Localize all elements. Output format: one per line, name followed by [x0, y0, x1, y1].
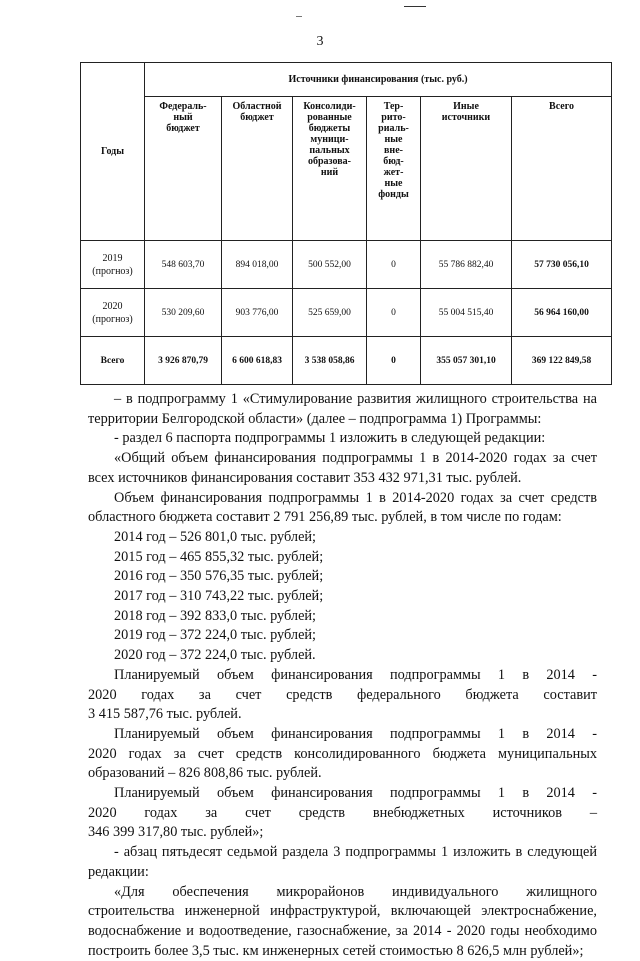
cell-other: 55 004 515,40: [421, 289, 512, 337]
year-amount-line: 2016 год – 350 576,35 тыс. рублей;: [114, 568, 324, 585]
cell-funds: 0: [367, 289, 421, 337]
cell-total: 56 964 160,00: [512, 289, 612, 337]
table-total-row: [81, 337, 612, 385]
cell-regional: 903 776,00: [222, 289, 293, 337]
col-municipal-header: Консолиди- рованные бюджеты муници- пальных образова- ний: [293, 97, 367, 241]
top-mark: [404, 6, 426, 7]
total-sum: 369 122 849,58: [512, 337, 612, 385]
table-row: [81, 241, 612, 289]
col-federal-header: Федераль- ный бюджет: [145, 97, 222, 241]
body-line: - раздел 6 паспорта подпрограммы 1 изложить в следующей редакции:: [114, 430, 546, 447]
body-line: - абзац пятьдесят седьмой раздела 3 подпрограммы 1 изложить в следующей: [114, 844, 597, 861]
header-years: Годы: [81, 63, 145, 241]
body-line: водоснабжение и водоотведение, газоснабжение, за 2014 - 2020 годы необходимо: [88, 922, 597, 939]
body-line: Планируемый объем финансирования подпрограммы 1 в 2014 -: [114, 666, 597, 683]
total-other: 355 057 301,10: [421, 337, 512, 385]
document-body: [88, 390, 597, 961]
year-amount-line: 2017 год – 310 743,22 тыс. рублей;: [114, 588, 324, 605]
cell-total: 57 730 056,10: [512, 241, 612, 289]
body-line: Планируемый объем финансирования подпрограммы 1 в 2014 -: [114, 785, 597, 802]
cell-federal: 548 603,70: [145, 241, 222, 289]
body-line: 2020 годах за счет средств консолидированного бюджета муниципальных: [88, 745, 597, 762]
body-line: 3 415 587,76 тыс. рублей.: [88, 706, 242, 723]
cell-municipal: 525 659,00: [293, 289, 367, 337]
body-line: «Общий объем финансирования подпрограммы 1 в 2014-2020 годах за счет: [114, 450, 597, 467]
body-line: строительства инженерной инфраструктурой, включающей электроснабжение,: [88, 903, 597, 920]
body-line: Объем финансирования подпрограммы 1 в 2014-2020 годах за счет средств: [114, 489, 597, 506]
body-line: Планируемый объем финансирования подпрограммы 1 в 2014 -: [114, 725, 597, 742]
cell-regional: 894 018,00: [222, 241, 293, 289]
body-line: территории Белгородской области» (далее – подпрограмма 1) Программы:: [88, 410, 542, 427]
col-funds-header: Тер- рито- риаль- ные вне- бюд- жет- ные фонды: [367, 97, 421, 241]
col-regional-header: Областной бюджет: [222, 97, 293, 241]
body-line: всех источников финансирования составит 353 432 971,31 тыс. рублей.: [88, 469, 522, 486]
body-line: построить более 3,5 тыс. км инженерных сетей стоимостью 8 626,5 млн рублей»;: [88, 942, 584, 959]
year-amount-line: 2015 год – 465 855,32 тыс. рублей;: [114, 548, 324, 565]
body-line: – в подпрограмму 1 «Стимулирование развития жилищного строительства на: [114, 391, 597, 407]
year-amount-line: 2019 год – 372 224,0 тыс. рублей;: [114, 627, 317, 644]
total-label: Всего: [81, 337, 145, 385]
body-line: областного бюджета составит 2 791 256,89 тыс. рублей, в том числе по годам:: [88, 509, 562, 526]
total-federal: 3 926 870,79: [145, 337, 222, 385]
body-line: 2020 годах за счет средств внебюджетных источников –: [88, 804, 597, 821]
row-year: 2019 (прогноз): [81, 241, 145, 289]
col-total-header: Всего: [512, 97, 612, 241]
total-municipal: 3 538 058,86: [293, 337, 367, 385]
row-year: 2020 (прогноз): [81, 289, 145, 337]
total-funds: 0: [367, 337, 421, 385]
cell-funds: 0: [367, 241, 421, 289]
col-other-header: Иные источники: [421, 97, 512, 241]
body-line: образований – 826 808,86 тыс. рублей.: [88, 765, 322, 782]
year-amount-line: 2018 год – 392 833,0 тыс. рублей;: [114, 607, 317, 624]
total-regional: 6 600 618,83: [222, 337, 293, 385]
header-sources: Источники финансирования (тыс. руб.): [145, 63, 612, 97]
year-amount-line: 2014 год – 526 801,0 тыс. рублей;: [114, 528, 317, 545]
table-row: [81, 289, 612, 337]
page-number: 3: [316, 34, 324, 49]
financing-table: [80, 62, 612, 385]
cell-other: 55 786 882,40: [421, 241, 512, 289]
cell-municipal: 500 552,00: [293, 241, 367, 289]
body-line: «Для обеспечения микрорайонов индивидуального жилищного: [114, 883, 597, 900]
years-list: [88, 528, 597, 666]
cell-federal: 530 209,60: [145, 289, 222, 337]
year-amount-line: 2020 год – 372 224,0 тыс. рублей.: [114, 647, 316, 664]
body-line: редакции:: [88, 863, 149, 880]
body-line: 346 399 317,80 тыс. рублей»;: [88, 824, 264, 841]
top-dash: [296, 16, 302, 17]
body-line: 2020 годах за счет средств федерального бюджета составит: [88, 686, 597, 703]
